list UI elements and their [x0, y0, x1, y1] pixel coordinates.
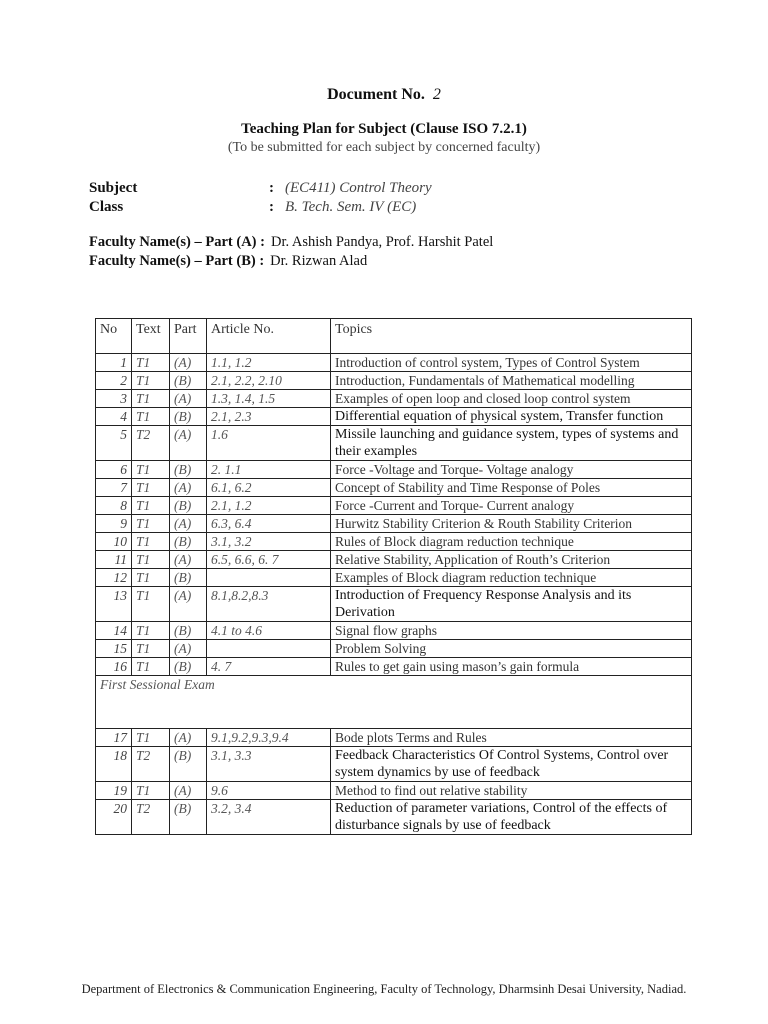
row-part: (B) — [170, 408, 207, 426]
row-part: (A) — [170, 354, 207, 372]
faculty-b-line — [89, 253, 367, 270]
row-topic: Introduction of Frequency Response Analysis and its Derivation — [331, 587, 692, 622]
row-part: (B) — [170, 622, 207, 640]
row-article: 6.3, 6.4 — [207, 515, 331, 533]
header-text: Text — [132, 319, 170, 354]
page-subtitle: (To be submitted for each subject by concerned faculty) — [227, 140, 541, 155]
row-article: 9.1,9.2,9.3,9.4 — [207, 729, 331, 747]
teaching-plan-table — [95, 318, 692, 835]
row-part: (A) — [170, 390, 207, 408]
row-text: T1 — [132, 390, 170, 408]
class-colon: : — [269, 199, 274, 215]
table-row — [96, 461, 692, 479]
row-article: 2.1, 2.3 — [207, 408, 331, 426]
subject-label: Subject — [89, 180, 138, 196]
row-article: 3.1, 3.3 — [207, 747, 331, 782]
row-topic: Bode plots Terms and Rules — [331, 729, 692, 747]
row-part: (B) — [170, 658, 207, 676]
row-number: 13 — [96, 587, 132, 622]
row-topic: Introduction of control system, Types of Control System — [331, 354, 692, 372]
row-number: 3 — [96, 390, 132, 408]
class-label: Class — [89, 199, 124, 215]
faculty-b-value: Dr. Rizwan Alad — [270, 253, 368, 269]
header-topics: Topics — [331, 319, 692, 354]
row-number: 15 — [96, 640, 132, 658]
table-header-row — [96, 319, 692, 354]
table-row — [96, 729, 692, 747]
row-topic: Reduction of parameter variations, Control of the effects of disturbance signals by use of feedback — [331, 800, 692, 835]
row-article: 9.6 — [207, 782, 331, 800]
row-topic: Method to find out relative stability — [331, 782, 692, 800]
table-row — [96, 515, 692, 533]
table-row — [96, 390, 692, 408]
row-topic: Differential equation of physical system, Transfer function — [331, 408, 692, 426]
faculty-a-line — [89, 234, 493, 251]
row-number: 8 — [96, 497, 132, 515]
row-text: T1 — [132, 354, 170, 372]
row-topic: Rules to get gain using mason’s gain formula — [331, 658, 692, 676]
row-part: (B) — [170, 461, 207, 479]
row-text: T1 — [132, 408, 170, 426]
row-article: 6.1, 6.2 — [207, 479, 331, 497]
row-text: T1 — [132, 622, 170, 640]
row-topic: Feedback Characteristics Of Control Systems, Control over system dynamics by use of feedback — [331, 747, 692, 782]
row-part: (B) — [170, 569, 207, 587]
row-topic: Introduction, Fundamentals of Mathematical modelling — [331, 372, 692, 390]
row-article: 2. 1.1 — [207, 461, 331, 479]
row-text: T1 — [132, 640, 170, 658]
row-part: (A) — [170, 515, 207, 533]
row-article — [207, 640, 331, 658]
row-number: 10 — [96, 533, 132, 551]
class-line — [89, 199, 416, 216]
faculty-a-label: Faculty Name(s) – Part (A) : — [89, 234, 265, 250]
row-article: 2.1, 1.2 — [207, 497, 331, 515]
row-text: T1 — [132, 515, 170, 533]
table-row — [96, 372, 692, 390]
row-article: 3.2, 3.4 — [207, 800, 331, 835]
row-number: 4 — [96, 408, 132, 426]
row-number: 18 — [96, 747, 132, 782]
subject-line — [89, 180, 432, 197]
row-number: 16 — [96, 658, 132, 676]
row-article: 1.1, 1.2 — [207, 354, 331, 372]
row-text: T1 — [132, 658, 170, 676]
row-number: 9 — [96, 515, 132, 533]
table-row — [96, 497, 692, 515]
row-topic: Signal flow graphs — [331, 622, 692, 640]
row-article: 8.1,8.2,8.3 — [207, 587, 331, 622]
row-number: 6 — [96, 461, 132, 479]
document-number: 2 — [432, 86, 441, 103]
row-part: (B) — [170, 372, 207, 390]
row-number: 2 — [96, 372, 132, 390]
faculty-a-value: Dr. Ashish Pandya, Prof. Harshit Patel — [270, 234, 494, 250]
row-article: 4. 7 — [207, 658, 331, 676]
row-number: 20 — [96, 800, 132, 835]
page-footer: Department of Electronics & Communication Engineering, Faculty of Technology, Dharmsinh Desai University, Nadiad. — [81, 982, 687, 996]
table-row — [96, 640, 692, 658]
table-row — [96, 800, 692, 835]
row-number: 12 — [96, 569, 132, 587]
class-value: B. Tech. Sem. IV (EC) — [285, 199, 417, 215]
table-row — [96, 479, 692, 497]
table-body — [96, 354, 692, 835]
table-row — [96, 587, 692, 622]
row-text: T1 — [132, 479, 170, 497]
row-number: 1 — [96, 354, 132, 372]
row-text: T1 — [132, 533, 170, 551]
row-number: 19 — [96, 782, 132, 800]
row-topic: Force -Current and Torque- Current analogy — [331, 497, 692, 515]
row-text: T1 — [132, 729, 170, 747]
row-text: T2 — [132, 747, 170, 782]
row-article — [207, 569, 331, 587]
row-part: (A) — [170, 426, 207, 461]
row-article: 2.1, 2.2, 2.10 — [207, 372, 331, 390]
row-part: (A) — [170, 640, 207, 658]
row-topic: Force -Voltage and Torque- Voltage analogy — [331, 461, 692, 479]
row-part: (A) — [170, 551, 207, 569]
header-part: Part — [170, 319, 207, 354]
row-article: 1.6 — [207, 426, 331, 461]
table-row — [96, 569, 692, 587]
table-row — [96, 533, 692, 551]
row-text: T1 — [132, 587, 170, 622]
row-text: T1 — [132, 569, 170, 587]
row-topic: Relative Stability, Application of Routh’s Criterion — [331, 551, 692, 569]
table-row — [96, 782, 692, 800]
document-number-heading — [0, 86, 768, 104]
row-text: T1 — [132, 461, 170, 479]
row-text: T2 — [132, 426, 170, 461]
header-no: No — [96, 319, 132, 354]
row-text: T1 — [132, 551, 170, 569]
row-part: (B) — [170, 747, 207, 782]
table-row — [96, 408, 692, 426]
exam-row — [96, 676, 692, 729]
table-row — [96, 551, 692, 569]
row-topic: Concept of Stability and Time Response of Poles — [331, 479, 692, 497]
document-label: Document No. — [327, 86, 425, 103]
subject-colon: : — [269, 180, 274, 196]
row-part: (A) — [170, 729, 207, 747]
table-row — [96, 747, 692, 782]
row-text: T1 — [132, 497, 170, 515]
table-row — [96, 622, 692, 640]
row-text: T1 — [132, 372, 170, 390]
page-title: Teaching Plan for Subject (Clause ISO 7.2.1) — [241, 121, 527, 137]
table-row — [96, 658, 692, 676]
row-part: (A) — [170, 587, 207, 622]
row-number: 7 — [96, 479, 132, 497]
row-number: 11 — [96, 551, 132, 569]
row-topic: Hurwitz Stability Criterion & Routh Stability Criterion — [331, 515, 692, 533]
row-article: 1.3, 1.4, 1.5 — [207, 390, 331, 408]
row-topic: Rules of Block diagram reduction technique — [331, 533, 692, 551]
row-text: T1 — [132, 782, 170, 800]
row-number: 14 — [96, 622, 132, 640]
row-part: (B) — [170, 497, 207, 515]
row-text: T2 — [132, 800, 170, 835]
row-number: 5 — [96, 426, 132, 461]
faculty-b-label: Faculty Name(s) – Part (B) : — [89, 253, 265, 269]
row-topic: Examples of Block diagram reduction technique — [331, 569, 692, 587]
table-row — [96, 354, 692, 372]
row-topic: Missile launching and guidance system, types of systems and their examples — [331, 426, 692, 461]
row-part: (A) — [170, 479, 207, 497]
row-article: 4.1 to 4.6 — [207, 622, 331, 640]
row-topic: Problem Solving — [331, 640, 692, 658]
row-topic: Examples of open loop and closed loop control system — [331, 390, 692, 408]
subject-value: (EC411) Control Theory — [285, 180, 432, 196]
row-article: 6.5, 6.6, 6. 7 — [207, 551, 331, 569]
row-part: (A) — [170, 782, 207, 800]
row-part: (B) — [170, 800, 207, 835]
row-article: 3.1, 3.2 — [207, 533, 331, 551]
row-part: (B) — [170, 533, 207, 551]
exam-label: First Sessional Exam — [96, 676, 692, 729]
table-row — [96, 426, 692, 461]
header-article: Article No. — [207, 319, 331, 354]
row-number: 17 — [96, 729, 132, 747]
